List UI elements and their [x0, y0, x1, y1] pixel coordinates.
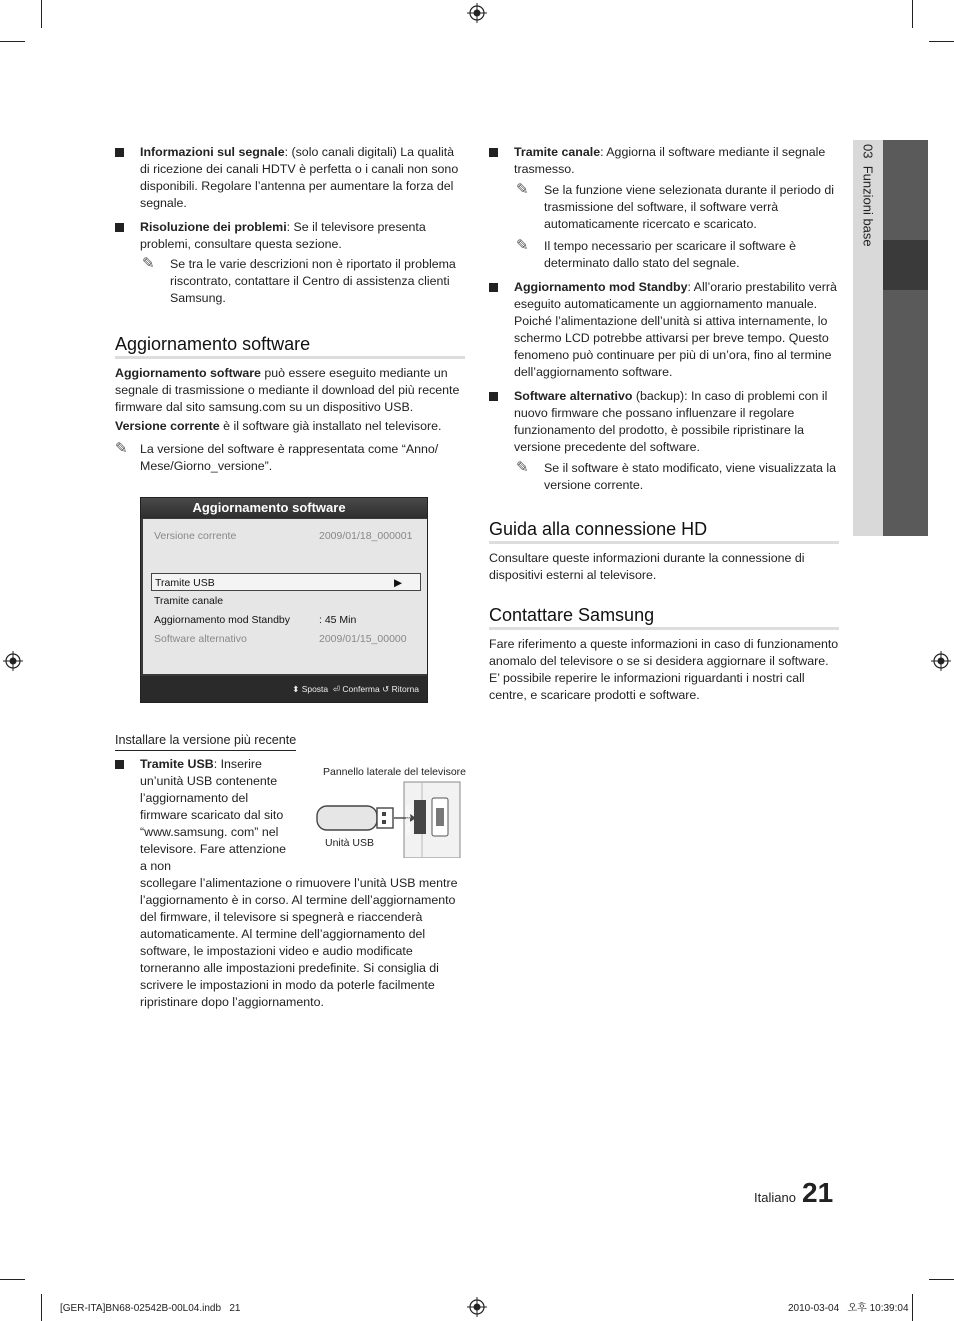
crop-mark	[929, 41, 954, 42]
menu-row-channel[interactable]: Tramite canale	[154, 595, 224, 607]
paragraph: Consultare queste informazioni durante la connessione di dispositivi esterni al televisore.	[489, 551, 805, 582]
menu-row-standby[interactable]: Aggiornamento mod Standby : 45 Min	[154, 614, 357, 626]
bullet-item: Informazioni sul segnale: (solo canali digitali) La qualità di ricezione dei canali HDTV è perfetta o i canali non sono disponibili. Regolare l’antenna per aumentare la forza del segnale.	[115, 144, 465, 212]
note: ✎ Il tempo necessario per scaricare il software è determinato dallo stato del segnale.	[516, 237, 797, 270]
side-tab-dark	[883, 140, 928, 536]
paragraph: Fare riferimento a queste informazioni in caso di funzionamento anomalo del televisore o se si desidera aggiornare il software. E’ possibile reperire le informazioni riguardanti i nostri call centre, e scaricare prodotti e software.	[489, 637, 839, 702]
menu-footer: ⬍ Sposta ⏎ Conferma ↺ Ritorna	[141, 676, 427, 702]
bullet-continuation: scollegare l’alimentazione o rimuovere l’unità USB mentre l’aggiornamento è in corso. Al termine dell’aggiornamento del firmware, il televisore si spegnerà e riaccenderà automaticamente. Al termine dell’aggiornamento del software, le impostazioni video e audio modificate torneranno alle impostazioni predefinite. Si consiglia di scrivere le impostazioni in modo da poterle facilmente ripristinare dopo l’aggiornamento.	[140, 876, 458, 1009]
crop-mark	[0, 41, 25, 42]
menu-body	[143, 519, 427, 674]
section-heading: Guida alla connessione HD	[489, 518, 839, 544]
note: ✎ Se la funzione viene selezionata durante il periodo di trasmissione del software, il software verrà automaticamente ricercato e scaricato.	[516, 181, 835, 231]
bullet-item: Risoluzione dei problemi: Se il televisore presenta problemi, consultare questa sezione.	[115, 219, 465, 253]
pencil-icon: ✎	[516, 237, 529, 254]
registration-mark-icon	[467, 1297, 487, 1317]
note: ✎ Se tra le varie descrizioni non è riportato il problema riscontrato, contattare il Centro di assistenza clienti Samsung.	[142, 255, 456, 305]
pencil-icon: ✎	[142, 255, 155, 272]
bullet-item: Software alternativo (backup): In caso di problemi con il nuovo firmware che possano influenzare il regolare funzionamento del prodotto, è possibile ripristinare la versione precedente del software.	[489, 388, 839, 456]
paragraph: Aggiornamento software può essere eseguito mediante un segnale di trasmissione o mediante il download del più recente firmware dal sito samsung.com su un dispositivo USB.	[115, 366, 460, 414]
side-tab-marker	[883, 240, 928, 290]
print-date-info: 2010-03-04 오후 10:39:04	[788, 1303, 909, 1314]
registration-mark-icon	[931, 651, 951, 671]
enter-icon: ⏎	[332, 684, 341, 694]
crop-mark	[929, 1279, 954, 1280]
registration-mark-icon	[467, 3, 487, 23]
section-heading: Contattare Samsung	[489, 604, 839, 630]
crop-mark	[912, 0, 913, 28]
subheading: Installare la versione più recente	[115, 732, 296, 751]
menu-title: Aggiornamento software	[141, 498, 427, 518]
side-tab-label: 03 Funzioni base	[860, 144, 876, 247]
section-heading: Aggiornamento software	[115, 333, 465, 359]
hd-connection-section	[489, 518, 839, 584]
crop-mark	[41, 0, 42, 28]
pencil-icon: ✎	[115, 440, 128, 457]
software-update-menu	[140, 497, 428, 703]
page-number: 21	[802, 1177, 834, 1208]
contact-section	[489, 604, 839, 704]
usb-drive-illustration	[314, 780, 462, 858]
language-label: Italiano	[754, 1190, 796, 1205]
paragraph: Versione corrente è il software già installato nel televisore.	[115, 419, 442, 433]
software-update-section	[115, 333, 465, 480]
figure-usb-label: Unità USB	[325, 837, 375, 849]
note: ✎ La versione del software è rappresentata come “Anno/ Mese/Giorno_versione”.	[115, 440, 439, 473]
crop-mark	[0, 1279, 25, 1280]
bullet-item: Aggiornamento mod Standby: All’orario prestabilito verrà eseguito automaticamente un aggiornamento manuale. Poiché l’alimentazione dell’unità si attiva internamente, lo schermo LCD potrebbe attivarsi per breve tempo. Questo fenomeno può continuare per più di un’ora, fino al termine dell’aggiornamento software.	[489, 279, 839, 381]
bullet-item: Tramite canale: Aggiorna il software mediante il segnale trasmesso.	[489, 144, 839, 178]
menu-row-current-version: Versione corrente 2009/01/18_000001	[154, 530, 413, 542]
crop-mark	[41, 1294, 42, 1321]
bullet-item: Tramite USB: Inserire un’unità USB contenente l’aggiornamento del firmware scaricato dal sito “www.samsung. com” nel televisore. Fare attenzione a non	[115, 756, 295, 875]
menu-row-usb[interactable]: Tramite USB ▶	[151, 573, 421, 591]
return-icon: ↺	[382, 684, 390, 694]
left-column	[115, 144, 465, 312]
crop-mark	[912, 1294, 913, 1321]
right-column	[489, 144, 839, 499]
figure-panel-label: Pannello laterale del televisore	[323, 766, 467, 778]
updown-icon: ⬍	[292, 684, 300, 694]
pencil-icon: ✎	[516, 181, 529, 198]
note: ✎ Se il software è stato modificato, viene visualizzata la versione corrente.	[516, 459, 837, 492]
menu-row-alternative: Software alternativo 2009/01/15_00000	[154, 633, 407, 645]
registration-mark-icon	[3, 651, 23, 671]
pencil-icon: ✎	[516, 459, 529, 476]
print-file-info: [GER-ITA]BN68-02542B-00L04.indb 21	[60, 1303, 241, 1314]
usb-port-label: USB HDD	[404, 806, 411, 836]
